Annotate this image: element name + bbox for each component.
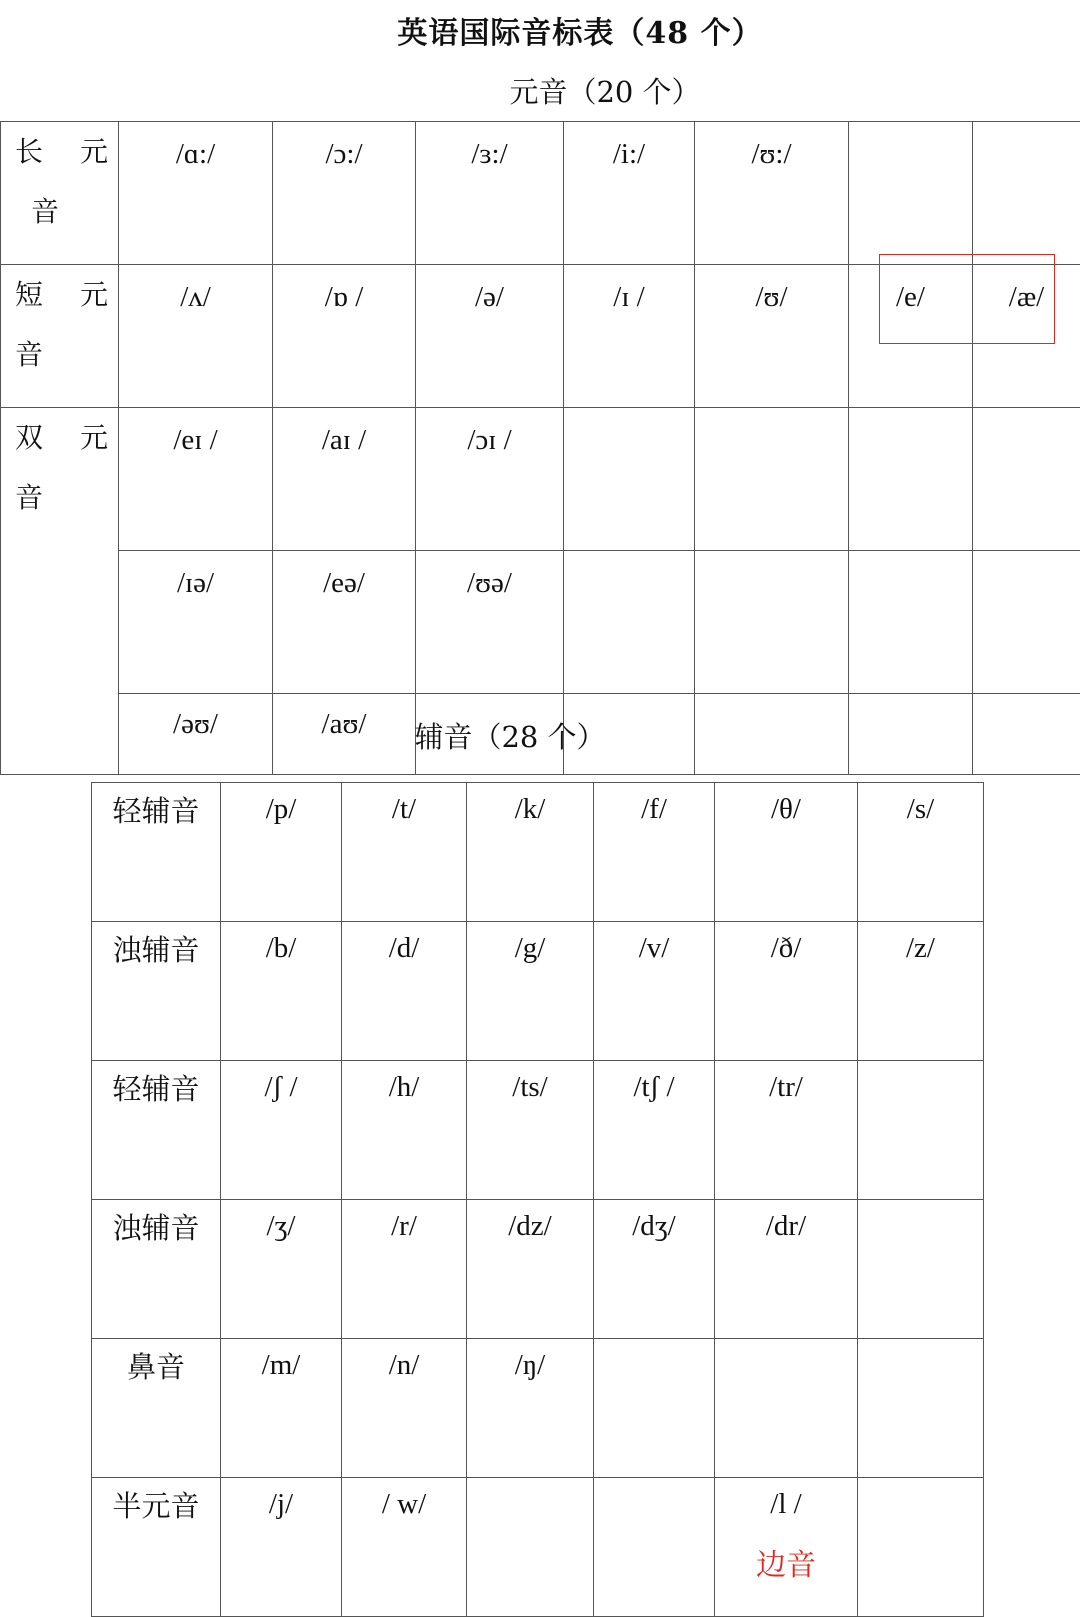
- vowel-cell: /ʊ/: [695, 265, 849, 408]
- vowel-cell: /aʊ/: [273, 694, 416, 775]
- vowel-cell: /aɪ /: [273, 408, 416, 551]
- empty-cell: [973, 408, 1080, 551]
- row-label: 半元音: [92, 1478, 221, 1617]
- short-vowel-label: 短 元 音: [1, 265, 119, 408]
- diphthong-row: [1, 408, 1080, 551]
- vowel-cell: /ʊə/: [416, 551, 564, 694]
- consonant-cell: /t/: [342, 783, 467, 922]
- consonant-cell: /m/: [221, 1339, 342, 1478]
- empty-cell: [695, 551, 849, 694]
- row-label: 浊辅音: [92, 1200, 221, 1339]
- vowel-cell: /ɪ /: [564, 265, 695, 408]
- consonant-cell: /j/: [221, 1478, 342, 1617]
- empty-cell: [973, 122, 1080, 265]
- vowel-cell: /ɪə/: [119, 551, 273, 694]
- diphthong-label: 双 元 音: [1, 408, 119, 775]
- vowels-heading: 元音（20 个）: [0, 70, 1080, 111]
- page-title: 英语国际音标表（48 个）: [0, 8, 1080, 52]
- vowel-cell: /æ/: [973, 265, 1080, 408]
- consonant-cell: /k/: [467, 783, 594, 922]
- consonant-cell: /p/: [221, 783, 342, 922]
- consonant-row: [92, 1339, 984, 1478]
- empty-cell: [858, 1478, 984, 1617]
- empty-cell: [564, 408, 695, 551]
- row-label: 鼻音: [92, 1339, 221, 1478]
- empty-cell: [467, 1478, 594, 1617]
- empty-cell: [858, 1200, 984, 1339]
- consonant-cell: /tr/: [715, 1061, 858, 1200]
- lateral-cell: [715, 1478, 858, 1617]
- empty-cell: [849, 551, 973, 694]
- vowel-cell: /ɔɪ /: [416, 408, 564, 551]
- row-label: 轻辅音: [92, 1061, 221, 1200]
- vowel-cell: /ə/: [416, 265, 564, 408]
- diphthong-row: [1, 551, 1080, 694]
- consonant-cell: /f/: [594, 783, 715, 922]
- vowel-cell: /i:/: [564, 122, 695, 265]
- consonant-cell: /dr/: [715, 1200, 858, 1339]
- consonant-row: [92, 783, 984, 922]
- consonant-cell: /ʃ /: [221, 1061, 342, 1200]
- vowel-cell: /ʌ/: [119, 265, 273, 408]
- vowel-cell: /ɔ:/: [273, 122, 416, 265]
- vowel-cell: /eɪ /: [119, 408, 273, 551]
- consonant-cell: /ð/: [715, 922, 858, 1061]
- vowel-cell: /eə/: [273, 551, 416, 694]
- consonant-cell: /tʃ /: [594, 1061, 715, 1200]
- empty-cell: [564, 551, 695, 694]
- consonant-row: [92, 1478, 984, 1617]
- consonant-cell: /z/: [858, 922, 984, 1061]
- consonant-row: [92, 1200, 984, 1339]
- consonant-cell: /h/: [342, 1061, 467, 1200]
- empty-cell: [594, 1478, 715, 1617]
- consonant-cell: /dʒ/: [594, 1200, 715, 1339]
- consonant-table: [91, 782, 984, 1617]
- row-label: 浊辅音: [92, 922, 221, 1061]
- vowel-cell: /ɒ /: [273, 265, 416, 408]
- lateral-note: 边音: [715, 1551, 857, 1581]
- vowel-cell: /ɑ:/: [119, 122, 273, 265]
- consonant-row: [92, 1061, 984, 1200]
- vowel-cell: /ɜ:/: [416, 122, 564, 265]
- consonant-cell: /ʒ/: [221, 1200, 342, 1339]
- vowel-cell: /ʊ:/: [695, 122, 849, 265]
- consonant-cell: /n/: [342, 1339, 467, 1478]
- consonant-cell: /b/: [221, 922, 342, 1061]
- vowel-table: [0, 121, 1080, 775]
- vowel-cell: /əʊ/: [119, 694, 273, 775]
- long-vowel-label: 长 元 音: [1, 122, 119, 265]
- consonant-cell: /r/: [342, 1200, 467, 1339]
- consonant-cell: /dz/: [467, 1200, 594, 1339]
- empty-cell: [715, 1339, 858, 1478]
- row-label: 轻辅音: [92, 783, 221, 922]
- consonant-cell: /s/: [858, 783, 984, 922]
- vowel-cell: /e/: [849, 265, 973, 408]
- consonant-cell: / w/: [342, 1478, 467, 1617]
- consonant-symbol: /l /: [770, 1488, 801, 1520]
- empty-cell: [849, 122, 973, 265]
- consonants-heading: 辅音（28 个）: [0, 715, 1020, 756]
- empty-cell: [858, 1061, 984, 1200]
- consonant-cell: /θ/: [715, 783, 858, 922]
- consonant-cell: /v/: [594, 922, 715, 1061]
- consonant-row: [92, 922, 984, 1061]
- empty-cell: [695, 408, 849, 551]
- consonant-cell: /g/: [467, 922, 594, 1061]
- empty-cell: [594, 1339, 715, 1478]
- consonant-cell: /d/: [342, 922, 467, 1061]
- consonant-cell: /ŋ/: [467, 1339, 594, 1478]
- empty-cell: [849, 408, 973, 551]
- empty-cell: [973, 551, 1080, 694]
- long-vowel-row: [1, 122, 1080, 265]
- consonant-cell: /ts/: [467, 1061, 594, 1200]
- empty-cell: [858, 1339, 984, 1478]
- highlight-box: [879, 254, 1055, 344]
